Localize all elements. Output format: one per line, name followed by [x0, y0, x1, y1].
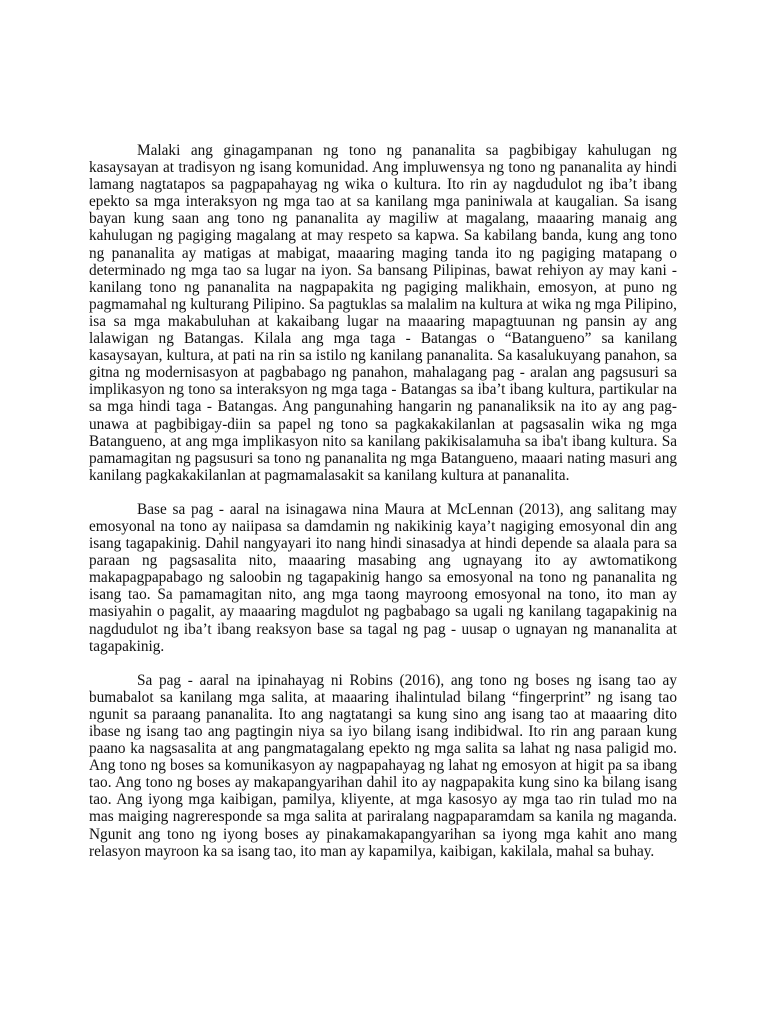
paragraph-robins: Sa pag - aaral na ipinahayag ni Robins (2016), ang tono ng boses ng isang tao ay bumabalot sa kanilang mga salita, at maaaring ihalintulad bilang “fingerprint” ng isang tao ngunit sa paraang pananalita. Ito ang nagtatangi sa kung sino ang isang tao at maaaring dito ibase ng isang tao ang pagtingin niya sa iyo bilang isang indibidwal. Ito rin ang paraan kung paano ka nagsasalita at ang pangmatagalang epekto ng mga salita sa lahat ng nasa paligid mo. Ang tono ng boses sa komunikasyon ay nagpapahayag ng lahat ng emosyon at higit pa sa ibang tao. Ang tono ng boses ay makapangyarihan dahil ito ay nagpapakita kung sino ka bilang isang tao. Ang iyong mga kaibigan, pamilya, kliyente, at mga kasosyo ay mga tao rin tulad mo na mas maiging nagreresponde sa mga salita at pariralang nagpaparamdam sa kanila ng maganda. Ngunit ang tono ng iyong boses ay pinakamakapangyarihan sa iyong mga kahit ano mang relasyon mayroon ka sa isang tao, ito man ay kapamilya, kaibigan, kakilala, mahal sa buhay. [89, 671, 677, 860]
document-page [89, 142, 677, 877]
paragraph-maura-mclennan: Base sa pag - aaral na isinagawa nina Maura at McLennan (2013), ang salitang may emosyonal na tono ay naiipasa sa damdamin ng nakikinig kaya’t nagiging emosyonal din ang isang tagapakinig. Dahil nangyayari ito nang hindi sinasadya at hindi depende sa alaala para sa paraan ng pagsasalita nito, maaaring masabing ang ugnayang ito ay awtomatikong makapagpapabago ng saloobin ng tagapakinig hango sa emosyonal na tono ng pananalita ng isang tao. Sa pamamagitan nito, ang mga taong mayroong emosyonal na tono, ito man ay masiyahin o pagalit, ay maaaring magdulot ng pagbabago sa ugali ng kanilang tagapakinig na nagdudulot ng iba’t ibang reaksyon base sa tagal ng pag - uusap o ugnayan ng mananalita at tagapakinig. [89, 500, 677, 655]
paragraph-tono-at-kultura: Malaki ang ginagampanan ng tono ng pananalita sa pagbibigay kahulugan ng kasaysayan at tradisyon ng isang komunidad. Ang impluwensya ng tono ng pananalita ay hindi lamang nagtatapos sa pagpapahayag ng wika o kultura. Ito rin ay nagdudulot ng iba’t ibang epekto sa mga interaksyon ng mga tao at sa kanilang mga paniniwala at kaugalian. Sa isang bayan kung saan ang tono ng pananalita ay magiliw at magalang, maaaring manaig ang kahulugan ng pagiging magalang at may respeto sa kapwa. Sa kabilang banda, kung ang tono ng pananalita ay matigas at mabigat, maaaring maging tanda ito ng pagiging matapang o determinado ng mga tao sa lugar na iyon. Sa bansang Pilipinas, bawat rehiyon ay may kani - kanilang tono ng pananalita na nagpapakita ng pagiging malikhain, emosyon, at puno ng pagmamahal ng kulturang Pilipino. Sa pagtuklas sa malalim na kultura at wika ng mga Pilipino, isa sa mga makabuluhan at kakaibang lugar na maaaring mapagtuunan ng pansin ay ang lalawigan ng Batangas. Kilala ang mga taga - Batangas o “Batangueno” sa kanilang kasaysayan, kultura, at pati na rin sa istilo ng kanilang pananalita. Sa kasalukuyang panahon, sa gitna ng modernisasyon at pagbabago ng panahon, mahalagang pag - aralan ang pagsusuri sa implikasyon ng tono sa interaksyon ng mga taga - Batangas sa iba’t ibang kultura, partikular na sa mga hindi taga - Batangas. Ang pangunahing hangarin ng pananaliksik na ito ay ang pag-unawa at pagbibigay-diin sa papel ng tono sa pagkakakilanlan at pagsasalin wika ng mga Batangueno, at ang mga implikasyon nito sa kanilang pakikisalamuha sa iba't ibang kultura. Sa pamamagitan ng pagsusuri sa tono ng pananalita ng mga Batangueno, maaari nating masuri ang kanilang pagkakakilanlan at pagmamalasakit sa kanilang kultura at pananalita. [89, 142, 677, 484]
